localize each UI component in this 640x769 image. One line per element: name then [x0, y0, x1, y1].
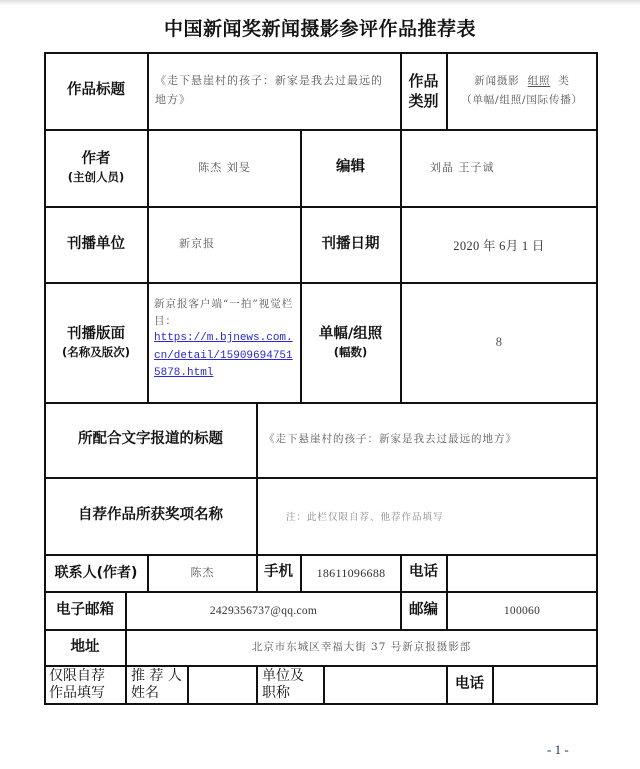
- recommender-name-label-line2: 姓名: [131, 684, 159, 701]
- author-sublabel: (主创人员): [67, 170, 125, 185]
- author-value[interactable]: 陈杰 刘旻: [198, 160, 251, 174]
- address-value[interactable]: 北京市东城区幸福大街 37 号新京报摄影部: [251, 640, 472, 653]
- author-label-main: 作者: [81, 151, 111, 168]
- recommender-name-label-line1: 推 荐 人: [131, 667, 182, 684]
- unit-title-value[interactable]: [325, 666, 446, 703]
- recommender-phone-value[interactable]: [494, 666, 596, 703]
- related-text-title-value[interactable]: 《走下悬崖村的孩子：新家是我去过最远的地方》: [264, 433, 517, 446]
- work-category-value[interactable]: [448, 53, 596, 129]
- email-label: 电子邮箱: [56, 601, 114, 618]
- table-border: [596, 52, 598, 705]
- postcode-label: 邮编: [409, 601, 438, 618]
- mobile-value[interactable]: 18611096688: [316, 565, 386, 580]
- address-label: 地址: [70, 638, 100, 655]
- email-value[interactable]: 2429356737@qq.com: [209, 604, 318, 617]
- unit-title-label: [258, 666, 323, 703]
- self-recommend-only-label-line2: 作品填写: [49, 684, 105, 701]
- publish-section-sublabel: (名称及版次): [61, 344, 130, 359]
- page-number: - 1 -: [547, 742, 569, 757]
- work-title-value[interactable]: 《走下悬崖村的孩子：新家是我去过最远的地方》: [155, 74, 383, 106]
- postcode-value[interactable]: 100060: [503, 604, 541, 617]
- publisher-label: 刊播单位: [67, 235, 125, 252]
- related-text-title-label: 所配合文字报道的标题: [78, 431, 223, 448]
- author-label: [45, 130, 147, 206]
- publish-section-link-line1[interactable]: https://m.bjnews.com.: [154, 331, 293, 344]
- unit-title-label-line1: 单位及: [262, 667, 304, 684]
- publish-section-label-main: 刊播版面: [67, 325, 125, 342]
- self-recommend-awards-note[interactable]: 注：此栏仅限自荐、他荐作品填写: [286, 512, 444, 523]
- recommender-phone-label: 电话: [455, 675, 484, 692]
- page-title: 中国新闻奖新闻摄影参评作品推荐表: [163, 18, 476, 40]
- mobile-label: 手机: [264, 564, 293, 581]
- contact-value[interactable]: 陈杰: [190, 565, 215, 579]
- work-title-label: 作品标题: [67, 82, 125, 99]
- publish-section-link-line3[interactable]: 5878.html: [154, 367, 214, 380]
- unit-title-label-line2: 职称: [262, 684, 290, 701]
- self-recommend-only-label-line1: 仅限自荐: [49, 667, 105, 684]
- publisher-value[interactable]: 新京报: [179, 237, 215, 251]
- work-category-prefix: 新闻摄影: [474, 75, 520, 88]
- work-category-selected: 组照: [527, 75, 551, 88]
- table-border: [44, 703, 598, 705]
- publish-section-text: 新京报客户端“一拍”视觉栏目：: [154, 298, 294, 328]
- photo-count-label: [301, 283, 400, 402]
- recommender-name-label: [127, 666, 187, 703]
- work-category-label: [401, 53, 446, 129]
- work-category-suffix: 类: [558, 75, 570, 88]
- editor-label: 编辑: [336, 159, 365, 176]
- self-recommend-only-label: [45, 666, 125, 703]
- publish-section-link-line2[interactable]: cn/detail/15909694751: [154, 349, 293, 362]
- editor-value[interactable]: 刘晶 王子诚: [430, 160, 495, 174]
- photo-count-value[interactable]: 8: [495, 335, 503, 349]
- viewer-top-edge: [0, 0, 640, 5]
- work-category-label-line1: 作品: [408, 71, 439, 90]
- photo-count-sublabel: (幅数): [333, 344, 368, 359]
- photo-count-label-main: 单幅/组照: [318, 325, 383, 342]
- work-category-line: [474, 72, 569, 91]
- work-category-label-line2: 类别: [408, 92, 439, 110]
- self-recommend-awards-label: 自荐作品所获奖项名称: [78, 507, 223, 524]
- work-category-options-hint: （单幅/组照/国际传播）: [461, 94, 583, 106]
- publish-section-label: [45, 283, 147, 402]
- publish-section-value: [149, 283, 300, 402]
- contact-label: 联系人(作者): [54, 564, 138, 581]
- publish-date-label: 刊播日期: [321, 235, 380, 252]
- recommender-name-value[interactable]: [189, 666, 256, 703]
- contact-phone-label: 电话: [409, 564, 438, 581]
- contact-phone-value[interactable]: [448, 555, 596, 591]
- publish-date-value[interactable]: 2020 年 6月 1 日: [453, 238, 545, 253]
